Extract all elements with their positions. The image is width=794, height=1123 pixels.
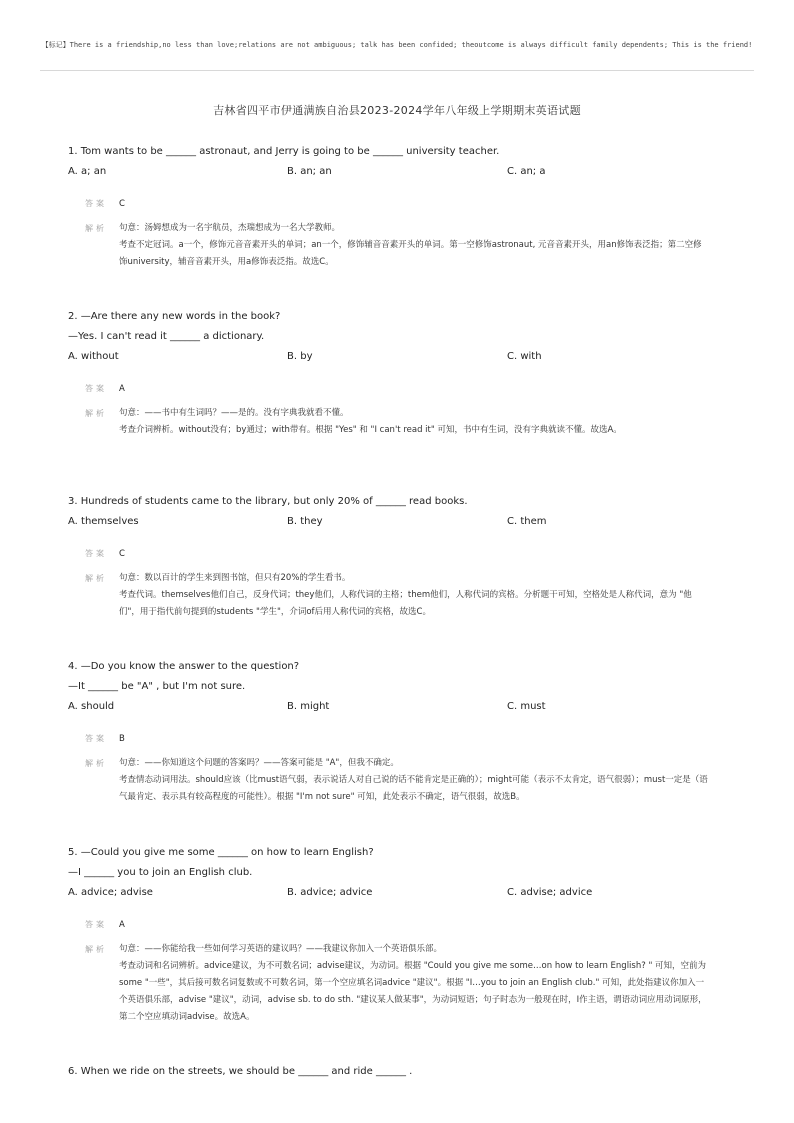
answer-value: B xyxy=(119,734,125,744)
option-c[interactable]: C. with xyxy=(507,351,542,362)
question-text: 2. —Are there any new words in the book? xyxy=(68,311,281,322)
option-b[interactable]: B. advice; advice xyxy=(287,887,373,898)
answer-value: A xyxy=(119,384,125,394)
explanation-label: 解析 xyxy=(85,574,107,583)
question-text: —It ______ be "A" , but I'm not sure. xyxy=(68,681,246,692)
options-row xyxy=(68,883,748,903)
question-text: 3. Hundreds of students came to the library, but only 20% of ______ read books. xyxy=(68,496,468,507)
question-3 xyxy=(68,492,748,621)
option-b[interactable]: B. they xyxy=(287,516,323,527)
explanation-paragraph: 考查代词。themselves他们自己，反身代词；they他们，人称代词的主格；them他们，人称代词的宾格。分析题干可知，空格处是人称代词，意为 "他们"，用于指代前句提到的students "学生"，介词of后用人称代词的宾格，故选C。 xyxy=(119,590,692,617)
explanation-paragraph: 句意：——你能给我一些如何学习英语的建议吗？——我建议你加入一个英语俱乐部。 xyxy=(119,944,443,954)
answer-row xyxy=(68,546,748,562)
question-2 xyxy=(68,307,748,439)
explanation-paragraph: 考查介词辨析。without没有；by通过；with带有。根据 "Yes" 和 "I can't read it" 可知，书中有生词，没有字典就读不懂。故选A。 xyxy=(119,425,622,435)
answer-label: 答案 xyxy=(85,920,107,929)
option-c[interactable]: C. them xyxy=(507,516,547,527)
explanation-label: 解析 xyxy=(85,945,107,954)
document-title: 吉林省四平市伊通满族自治县2023-2024学年八年级上学期期末英语试题 xyxy=(213,104,581,117)
option-a[interactable]: A. themselves xyxy=(68,516,139,527)
answer-row xyxy=(68,917,748,933)
options-row xyxy=(68,697,748,717)
question-text: —Yes. I can't read it ______ a dictionary. xyxy=(68,331,265,342)
answer-label: 答案 xyxy=(85,549,107,558)
question-5 xyxy=(68,843,748,1026)
explanation-label: 解析 xyxy=(85,759,107,768)
question-text: —I ______ you to join an English club. xyxy=(68,867,253,878)
answer-row xyxy=(68,731,748,747)
question-text: 6. When we ride on the streets, we should be ______ and ride ______ . xyxy=(68,1066,413,1077)
header-divider xyxy=(40,70,754,71)
explanation-paragraph: 考查动词和名词辨析。advice建议，为不可数名词；advise建议，为动词。根据 "Could you give me some…on how to learn English? " 可知，空前为some "一些"，其后接可数名词复数或不可数名词，第一个空应填名词advice "建议"。根据 "I…you to join an English club." 可知，此处指建议你加入一个英语俱乐部，advise "建议"，动词，advise sb. to do sth. "建议某人做某事"，为动词短语；句子时态为一般现在时，I作主语，谓语动词应用动词原形，第二个空应填动词advise。故选A。 xyxy=(119,961,707,1022)
explanation-paragraph: 考查不定冠词。a一个，修饰元音音素开头的单词；an一个，修饰辅音音素开头的单词。第一空修饰astronaut, 元音音素开头，用an修饰表泛指；第二空修饰university，辅音音素开头，用a修饰表泛指。故选C。 xyxy=(119,240,702,267)
explanation-row xyxy=(68,570,748,621)
explanation-paragraph: 句意：数以百计的学生来到图书馆，但只有20%的学生看书。 xyxy=(119,573,351,583)
option-b[interactable]: B. might xyxy=(287,701,330,712)
explanation-text xyxy=(119,405,709,439)
option-c[interactable]: C. advise; advice xyxy=(507,887,593,898)
question-text: 5. —Could you give me some ______ on how to learn English? xyxy=(68,847,374,858)
question-text: 1. Tom wants to be ______ astronaut, and Jerry is going to be ______ university teacher. xyxy=(68,146,500,157)
explanation-paragraph: 句意：——你知道这个问题的答案吗？——答案可能是 "A"，但我不确定。 xyxy=(119,758,399,768)
answer-row xyxy=(68,196,748,212)
question-text: 4. —Do you know the answer to the question? xyxy=(68,661,300,672)
answer-label: 答案 xyxy=(85,734,107,743)
answer-row xyxy=(68,381,748,397)
explanation-paragraph: 考查情态动词用法。should应该（比must语气弱，表示说话人对自己说的话不能肯定是正确的）；might可能（表示不太肯定，语气很弱）；must一定是（语气最肯定、表示具有较高程度的可能性）。根据 "I'm not sure" 可知，此处表示不确定，语气很弱，故选B。 xyxy=(119,775,708,802)
explanation-row xyxy=(68,220,748,271)
question-4 xyxy=(68,657,748,806)
explanation-text xyxy=(119,220,709,271)
option-a[interactable]: A. without xyxy=(68,351,119,362)
options-row xyxy=(68,162,748,182)
explanation-paragraph: 句意：汤姆想成为一名宇航员，杰瑞想成为一名大学教师。 xyxy=(119,223,341,233)
question-6 xyxy=(68,1062,748,1082)
explanation-label: 解析 xyxy=(85,409,107,418)
answer-value: A xyxy=(119,920,125,930)
option-a[interactable]: A. should xyxy=(68,701,115,712)
options-row xyxy=(68,347,748,367)
answer-label: 答案 xyxy=(85,199,107,208)
option-a[interactable]: A. advice; advise xyxy=(68,887,153,898)
option-c[interactable]: C. an; a xyxy=(507,166,546,177)
header-note: 【标记】There is a friendship,no less than love;relations are not ambiguous; talk has been confided; theoutcome is always difficult family dependents; This is the friend! xyxy=(41,41,753,49)
answer-value: C xyxy=(119,199,125,209)
answer-value: C xyxy=(119,549,125,559)
explanation-paragraph: 句意：——书中有生词吗？——是的。没有字典我就看不懂。 xyxy=(119,408,349,418)
explanation-text xyxy=(119,570,709,621)
answer-label: 答案 xyxy=(85,384,107,393)
option-b[interactable]: B. by xyxy=(287,351,313,362)
option-b[interactable]: B. an; an xyxy=(287,166,332,177)
explanation-text xyxy=(119,941,709,1026)
question-1 xyxy=(68,142,748,271)
explanation-row xyxy=(68,755,748,806)
explanation-row xyxy=(68,941,748,1026)
explanation-text xyxy=(119,755,709,806)
option-c[interactable]: C. must xyxy=(507,701,546,712)
explanation-row xyxy=(68,405,748,439)
options-row xyxy=(68,512,748,532)
option-a[interactable]: A. a; an xyxy=(68,166,107,177)
explanation-label: 解析 xyxy=(85,224,107,233)
